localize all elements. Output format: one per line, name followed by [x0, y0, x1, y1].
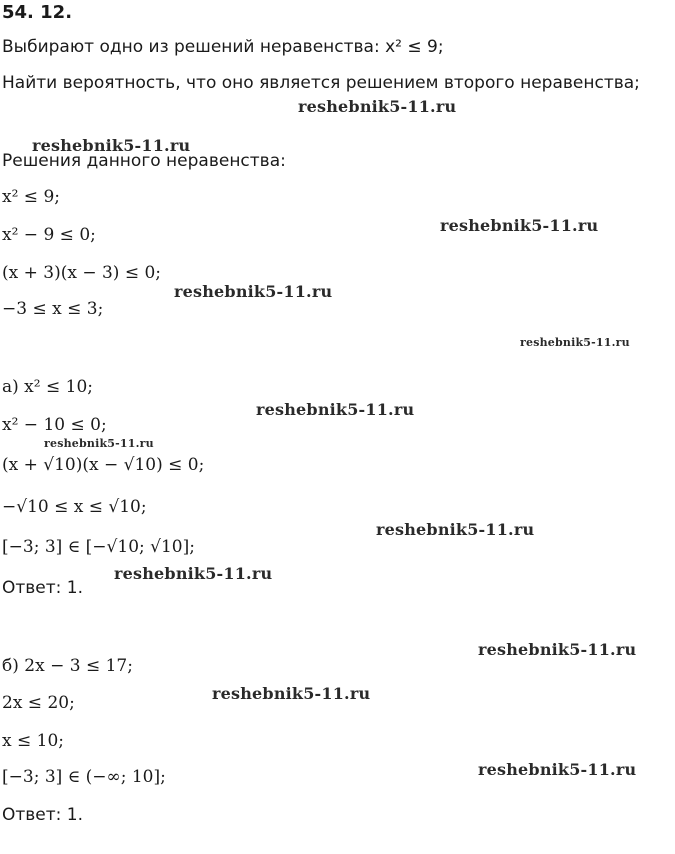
part-a-step-1: а) x² ≤ 10;: [2, 377, 93, 397]
part-b-step-3: x ≤ 10;: [2, 731, 64, 751]
watermark: reshebnik5-11.ru: [478, 640, 637, 659]
watermark: reshebnik5-11.ru: [44, 437, 154, 450]
watermark: reshebnik5-11.ru: [32, 136, 191, 155]
part-b-step-2: 2x ≤ 20;: [2, 693, 75, 713]
watermark: reshebnik5-11.ru: [478, 760, 637, 779]
main-step-3: (x + 3)(x − 3) ≤ 0;: [2, 263, 162, 283]
part-b-step-1: б) 2x − 3 ≤ 17;: [2, 656, 133, 676]
watermark: reshebnik5-11.ru: [174, 282, 333, 301]
solution-heading: Решения данного неравенства:: [2, 151, 286, 171]
watermark: reshebnik5-11.ru: [376, 520, 535, 539]
main-step-2: x² − 9 ≤ 0;: [2, 225, 96, 245]
part-a-step-5: [−3; 3] ∈ [−√10; √10];: [2, 537, 195, 557]
watermark: reshebnik5-11.ru: [256, 400, 415, 419]
watermark: reshebnik5-11.ru: [440, 216, 599, 235]
watermark: reshebnik5-11.ru: [114, 564, 273, 583]
part-a-step-3: (x + √10)(x − √10) ≤ 0;: [2, 455, 205, 475]
intro-line-1: Выбирают одно из решений неравенства: x² ≤ 9;: [2, 37, 444, 57]
intro-line-2: Найти вероятность, что оно является решением второго неравенства;: [2, 73, 640, 93]
main-step-4: −3 ≤ x ≤ 3;: [2, 299, 104, 319]
part-a-step-4: −√10 ≤ x ≤ √10;: [2, 497, 147, 517]
problem-title: 54. 12.: [2, 2, 73, 23]
part-a-step-2: x² − 10 ≤ 0;: [2, 415, 107, 435]
part-b-step-4: [−3; 3] ∈ (−∞; 10];: [2, 767, 166, 787]
part-b-answer: Ответ: 1.: [2, 805, 84, 825]
main-step-1: x² ≤ 9;: [2, 187, 60, 207]
watermark: reshebnik5-11.ru: [212, 684, 371, 703]
part-a-answer: Ответ: 1.: [2, 578, 84, 598]
watermark: reshebnik5-11.ru: [298, 97, 457, 116]
watermark: reshebnik5-11.ru: [520, 336, 630, 349]
